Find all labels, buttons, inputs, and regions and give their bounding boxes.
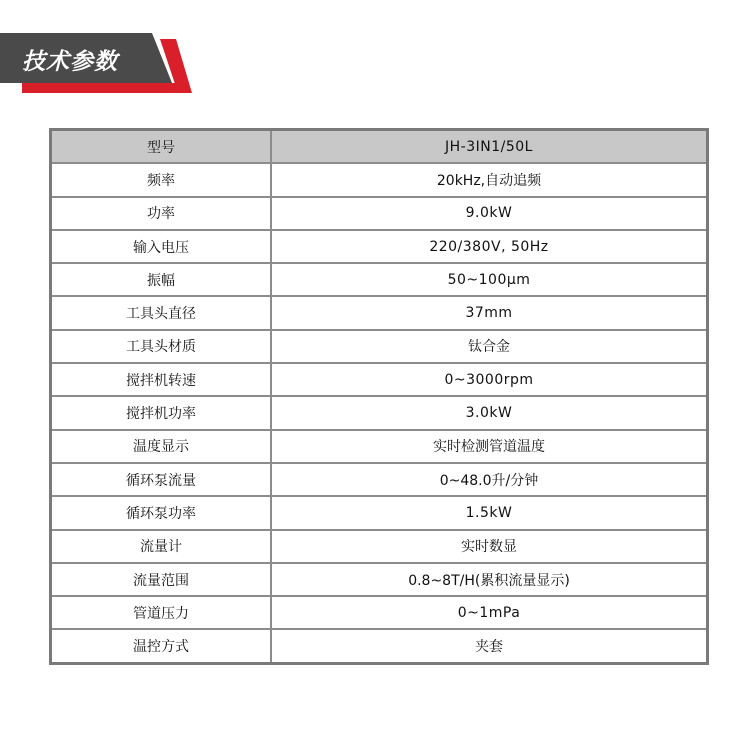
param-name-cell: 循环泵流量: [51, 463, 272, 496]
section-title: 技术参数: [22, 49, 118, 75]
param-name-cell: 工具头直径: [51, 296, 272, 329]
param-name-cell: 搅拌机功率: [51, 396, 272, 429]
param-value-cell: 实时检测管道温度: [271, 430, 708, 463]
table-row: [51, 163, 708, 196]
table-row: [51, 396, 708, 429]
param-name-cell: 温度显示: [51, 430, 272, 463]
spec-table: [49, 128, 709, 665]
header-value-cell: JH-3IN1/50L: [271, 130, 708, 164]
table-header-row: [51, 130, 708, 164]
param-value-cell: 钛合金: [271, 330, 708, 363]
param-value-cell: 220/380V, 50Hz: [271, 230, 708, 263]
table-row: [51, 330, 708, 363]
header-name-cell: 型号: [51, 130, 272, 164]
table-row: [51, 530, 708, 563]
param-name-cell: 循环泵功率: [51, 496, 272, 529]
param-value-cell: 实时数显: [271, 530, 708, 563]
param-name-cell: 振幅: [51, 263, 272, 296]
param-value-cell: 50~100μm: [271, 263, 708, 296]
param-value-cell: 37mm: [271, 296, 708, 329]
param-name-cell: 搅拌机转速: [51, 363, 272, 396]
section-banner: [0, 33, 200, 95]
table-row: [51, 563, 708, 596]
table-row: [51, 463, 708, 496]
param-name-cell: 工具头材质: [51, 330, 272, 363]
table-row: [51, 363, 708, 396]
param-name-cell: 频率: [51, 163, 272, 196]
param-name-cell: 流量范围: [51, 563, 272, 596]
table-row: [51, 629, 708, 663]
table-row: [51, 296, 708, 329]
param-value-cell: 0~3000rpm: [271, 363, 708, 396]
param-name-cell: 输入电压: [51, 230, 272, 263]
param-value-cell: 3.0kW: [271, 396, 708, 429]
param-value-cell: 0~1mPa: [271, 596, 708, 629]
table-row: [51, 496, 708, 529]
table-row: [51, 197, 708, 230]
param-value-cell: 0.8~8T/H(累积流量显示): [271, 563, 708, 596]
param-name-cell: 温控方式: [51, 629, 272, 663]
param-value-cell: 夹套: [271, 629, 708, 663]
table-row: [51, 230, 708, 263]
param-name-cell: 流量计: [51, 530, 272, 563]
table-row: [51, 430, 708, 463]
param-name-cell: 管道压力: [51, 596, 272, 629]
table-row: [51, 596, 708, 629]
param-name-cell: 功率: [51, 197, 272, 230]
param-value-cell: 0~48.0升/分钟: [271, 463, 708, 496]
param-value-cell: 20kHz,自动追频: [271, 163, 708, 196]
param-value-cell: 9.0kW: [271, 197, 708, 230]
param-value-cell: 1.5kW: [271, 496, 708, 529]
table-row: [51, 263, 708, 296]
